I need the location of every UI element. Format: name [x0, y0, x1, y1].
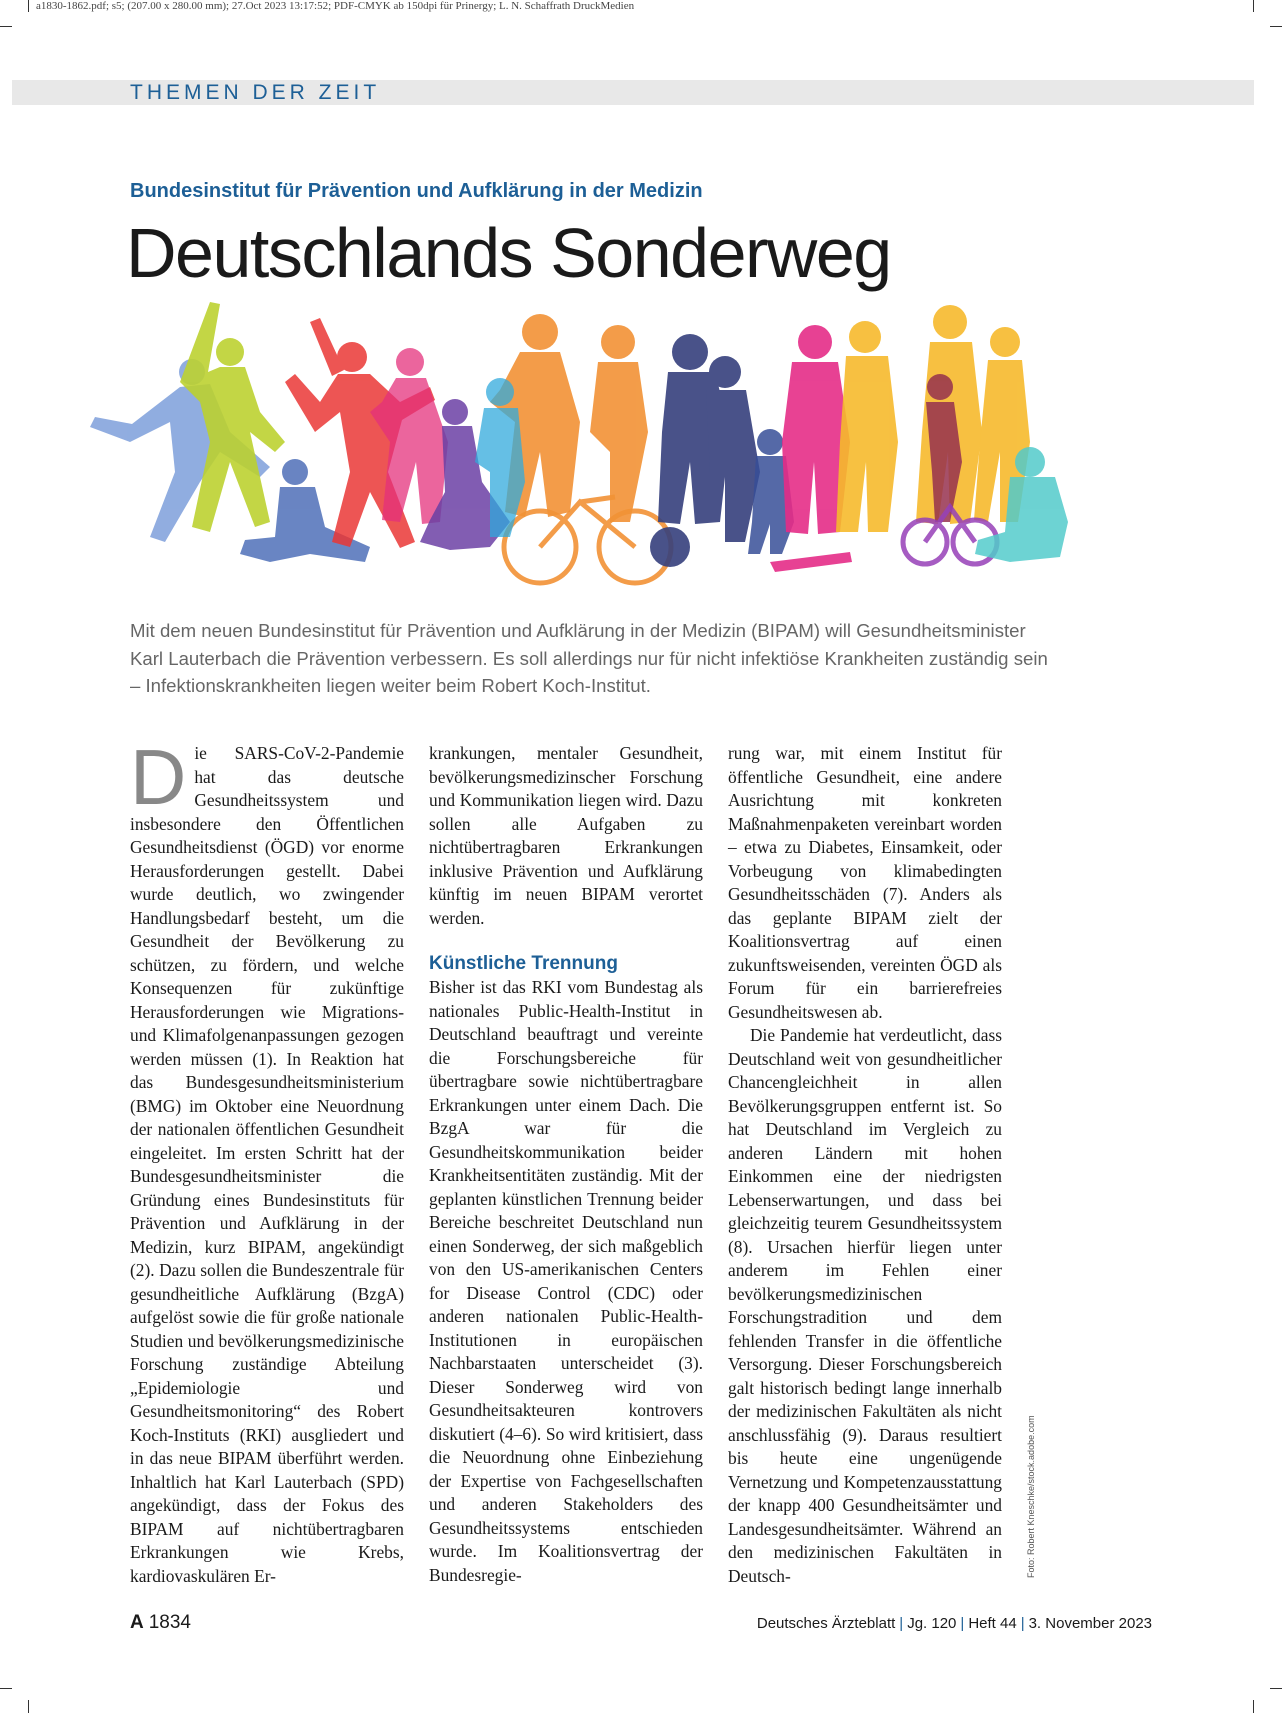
body-paragraph: krankungen, mentaler Gesundheit, bevölkerungsmedizinscher Forschung und Kommunikation liegen wird. Dazu sollen alle Aufgaben zu nichtübertragbaren Erkrankungen inklusive Prävention und Aufklärung künftig im neuen BIPAM verortet werden.: [429, 743, 703, 928]
journal-volume: Jg. 120: [907, 1615, 957, 1632]
body-column-2: [429, 742, 703, 1587]
article-headline: Deutschlands Sonderweg: [126, 214, 891, 292]
body-text: ie SARS-CoV-2-Pandemie hat das deutsche Gesundheitssystem und insbesondere den Öffentlichen Gesundheitsdienst (ÖGD) vor enorme Herausforderungen gestellt. Dabei wurde deutlich, wo zwingender Handlungsbedarf besteht, um die Gesundheit der Bevölkerung zu schützen, zu fördern, und welche Konsequenzen für zukünftige Herausforderungen wie Migrations- und Klimafolgenanpassungen gezogen werden müssen (1). In Reaktion hat das Bundesgesundheitsministerium (BMG) im Oktober eine Neuordnung der nationalen öffentlichen Gesundheit eingeleitet. Im ersten Schritt hat der Bundesgesundheitsminister die Gründung eines Bundesinstituts für Prävention und Aufklärung in der Medizin, kurz BIPAM, angekündigt (2). Dazu sollen die Bundeszentrale für gesundheitliche Aufklärung (BzgA) aufgelöst sowie die für große nationale Studien und bevölkerungsmedizinische Forschung zuständige Abteilung „Epidemiologie und Gesundheitsmonitoring“ des Robert Koch-Instituts (RKI) ausgliedert und in das neue BIPAM überführt werden. Inhaltlich hat Karl Lauterbach (SPD) angekündigt, dass der Fokus des BIPAM auf nichtübertragbaren Erkrankungen wie Krebs, kardiovaskulären Er-: [130, 743, 404, 1586]
journal-name: Deutsches Ärzteblatt: [756, 1615, 896, 1632]
journal-footer: [757, 1615, 1152, 1632]
crop-mark: [0, 26, 12, 27]
body-paragraph: rung war, mit einem Institut für öffentliche Gesundheit, eine andere Ausrichtung mit konkreten Maßnahmenpaketen vereinbart worden – etwa zu Diabetes, Einsamkeit, oder Vorbeugung von klimabedingten Gesundheitsschäden (7). Anders als das geplante BIPAM zielt der Koalitionsvertrag auf einen zukunftsweisenden, vereinten ÖGD als Forum für ein barrierefreies Gesundheitswesen ab.: [728, 743, 1002, 1022]
body-column-1: [130, 733, 404, 1588]
separator: |: [899, 1615, 904, 1632]
drop-cap: D: [130, 733, 187, 821]
section-label: THEMEN DER ZEIT: [130, 81, 381, 104]
print-slug: a1830-1862.pdf; s5; (207.00 x 280.00 mm); 27.Oct 2023 13:17:52; PDF-CMYK ab 150dpi für Prinergy; L. N. Schaffrath DruckMedien: [36, 0, 635, 12]
crop-mark: [1253, 1700, 1254, 1713]
page-number-value: 1834: [148, 1612, 192, 1633]
separator: |: [1020, 1615, 1025, 1632]
crop-mark: [1270, 26, 1282, 27]
article-kicker: Bundesinstitut für Prävention und Aufklärung in der Medizin: [130, 180, 703, 202]
page-prefix: A: [130, 1612, 144, 1633]
crop-mark: [1270, 1688, 1282, 1689]
crop-mark: [28, 0, 29, 12]
journal-date: 3. November 2023: [1028, 1615, 1152, 1632]
separator: |: [960, 1615, 965, 1632]
photo-credit: Foto: Robert Kneschke/stock.adobe.com: [1026, 1415, 1036, 1578]
crop-mark: [0, 1688, 12, 1689]
journal-issue: Heft 44: [968, 1615, 1017, 1632]
body-column-3: [728, 742, 1002, 1588]
hero-illustration-silhouettes: [70, 292, 1070, 602]
crop-mark: [1253, 0, 1254, 12]
article-lead: Mit dem neuen Bundesinstitut für Prävention und Aufklärung in der Medizin (BIPAM) will Gesundheitsminister Karl Lauterbach die Prävention verbessern. Es soll allerdings nur für nicht infektiöse Krankheiten zuständig sein – Infektionskrankheiten liegen weiter beim Robert Koch-Institut.: [130, 620, 1048, 696]
page-number: [130, 1612, 191, 1634]
crop-mark: [28, 1700, 29, 1713]
body-paragraph: Bisher ist das RKI vom Bundestag als nationales Public-Health-Institut in Deutschland beauftragt und vereinte die Forschungsbereiche für übertragbare sowie nichtübertragbare Erkrankungen unter einem Dach. Die BzgA war für die Gesundheitskommunikation beider Krankheitsentitäten zuständig. Mit der geplanten künstlichen Trennung beider Bereiche beschreitet Deutschland nun einen Sonderweg, der sich maßgeblich von den US-amerikanischen Centers for Disease Control (CDC) oder anderen nationalen Public-Health-Institutionen in europäischen Nachbarstaaten unterscheidet (3). Dieser Sonderweg wird von Gesundheitsakteuren kontrovers diskutiert (4–6). So wird kritisiert, dass die Neuordnung ohne Einbeziehung der Expertise von Fachgesellschaften und anderen Stakeholders des Gesundheitssystems entschieden wurde. Im Koalitionsvertrag der Bundesregie-: [429, 977, 703, 1585]
body-paragraph: Die Pandemie hat verdeutlicht, dass Deutschland weit von gesundheitlicher Chancengleichheit in allen Bevölkerungsgruppen entfernt ist. So hat Deutschland im Vergleich zu anderen Ländern mit hohen Einkommen eine der niedrigsten Lebenserwartungen, und dass bei gleichzeitig teurem Gesundheitssystem (8). Ursachen hierfür liegen unter anderem im Fehlen einer bevölkerungsmedizinischen Forschungstradition und dem fehlenden Transfer in die öffentliche Versorgung. Dieser Forschungsbereich galt historisch bedingt lange innerhalb der medizinischen Fakultäten als nicht anschlussfähig (9). Daraus resultiert bis heute eine ungenügende Vernetzung und Kompetenzausstattung der knapp 400 Gesundheitsämter und Landesgesundheitsämter. Während an den medizinischen Fakultäten in Deutsch-: [728, 1025, 1002, 1586]
subheading: Künstliche Trennung: [429, 953, 618, 974]
